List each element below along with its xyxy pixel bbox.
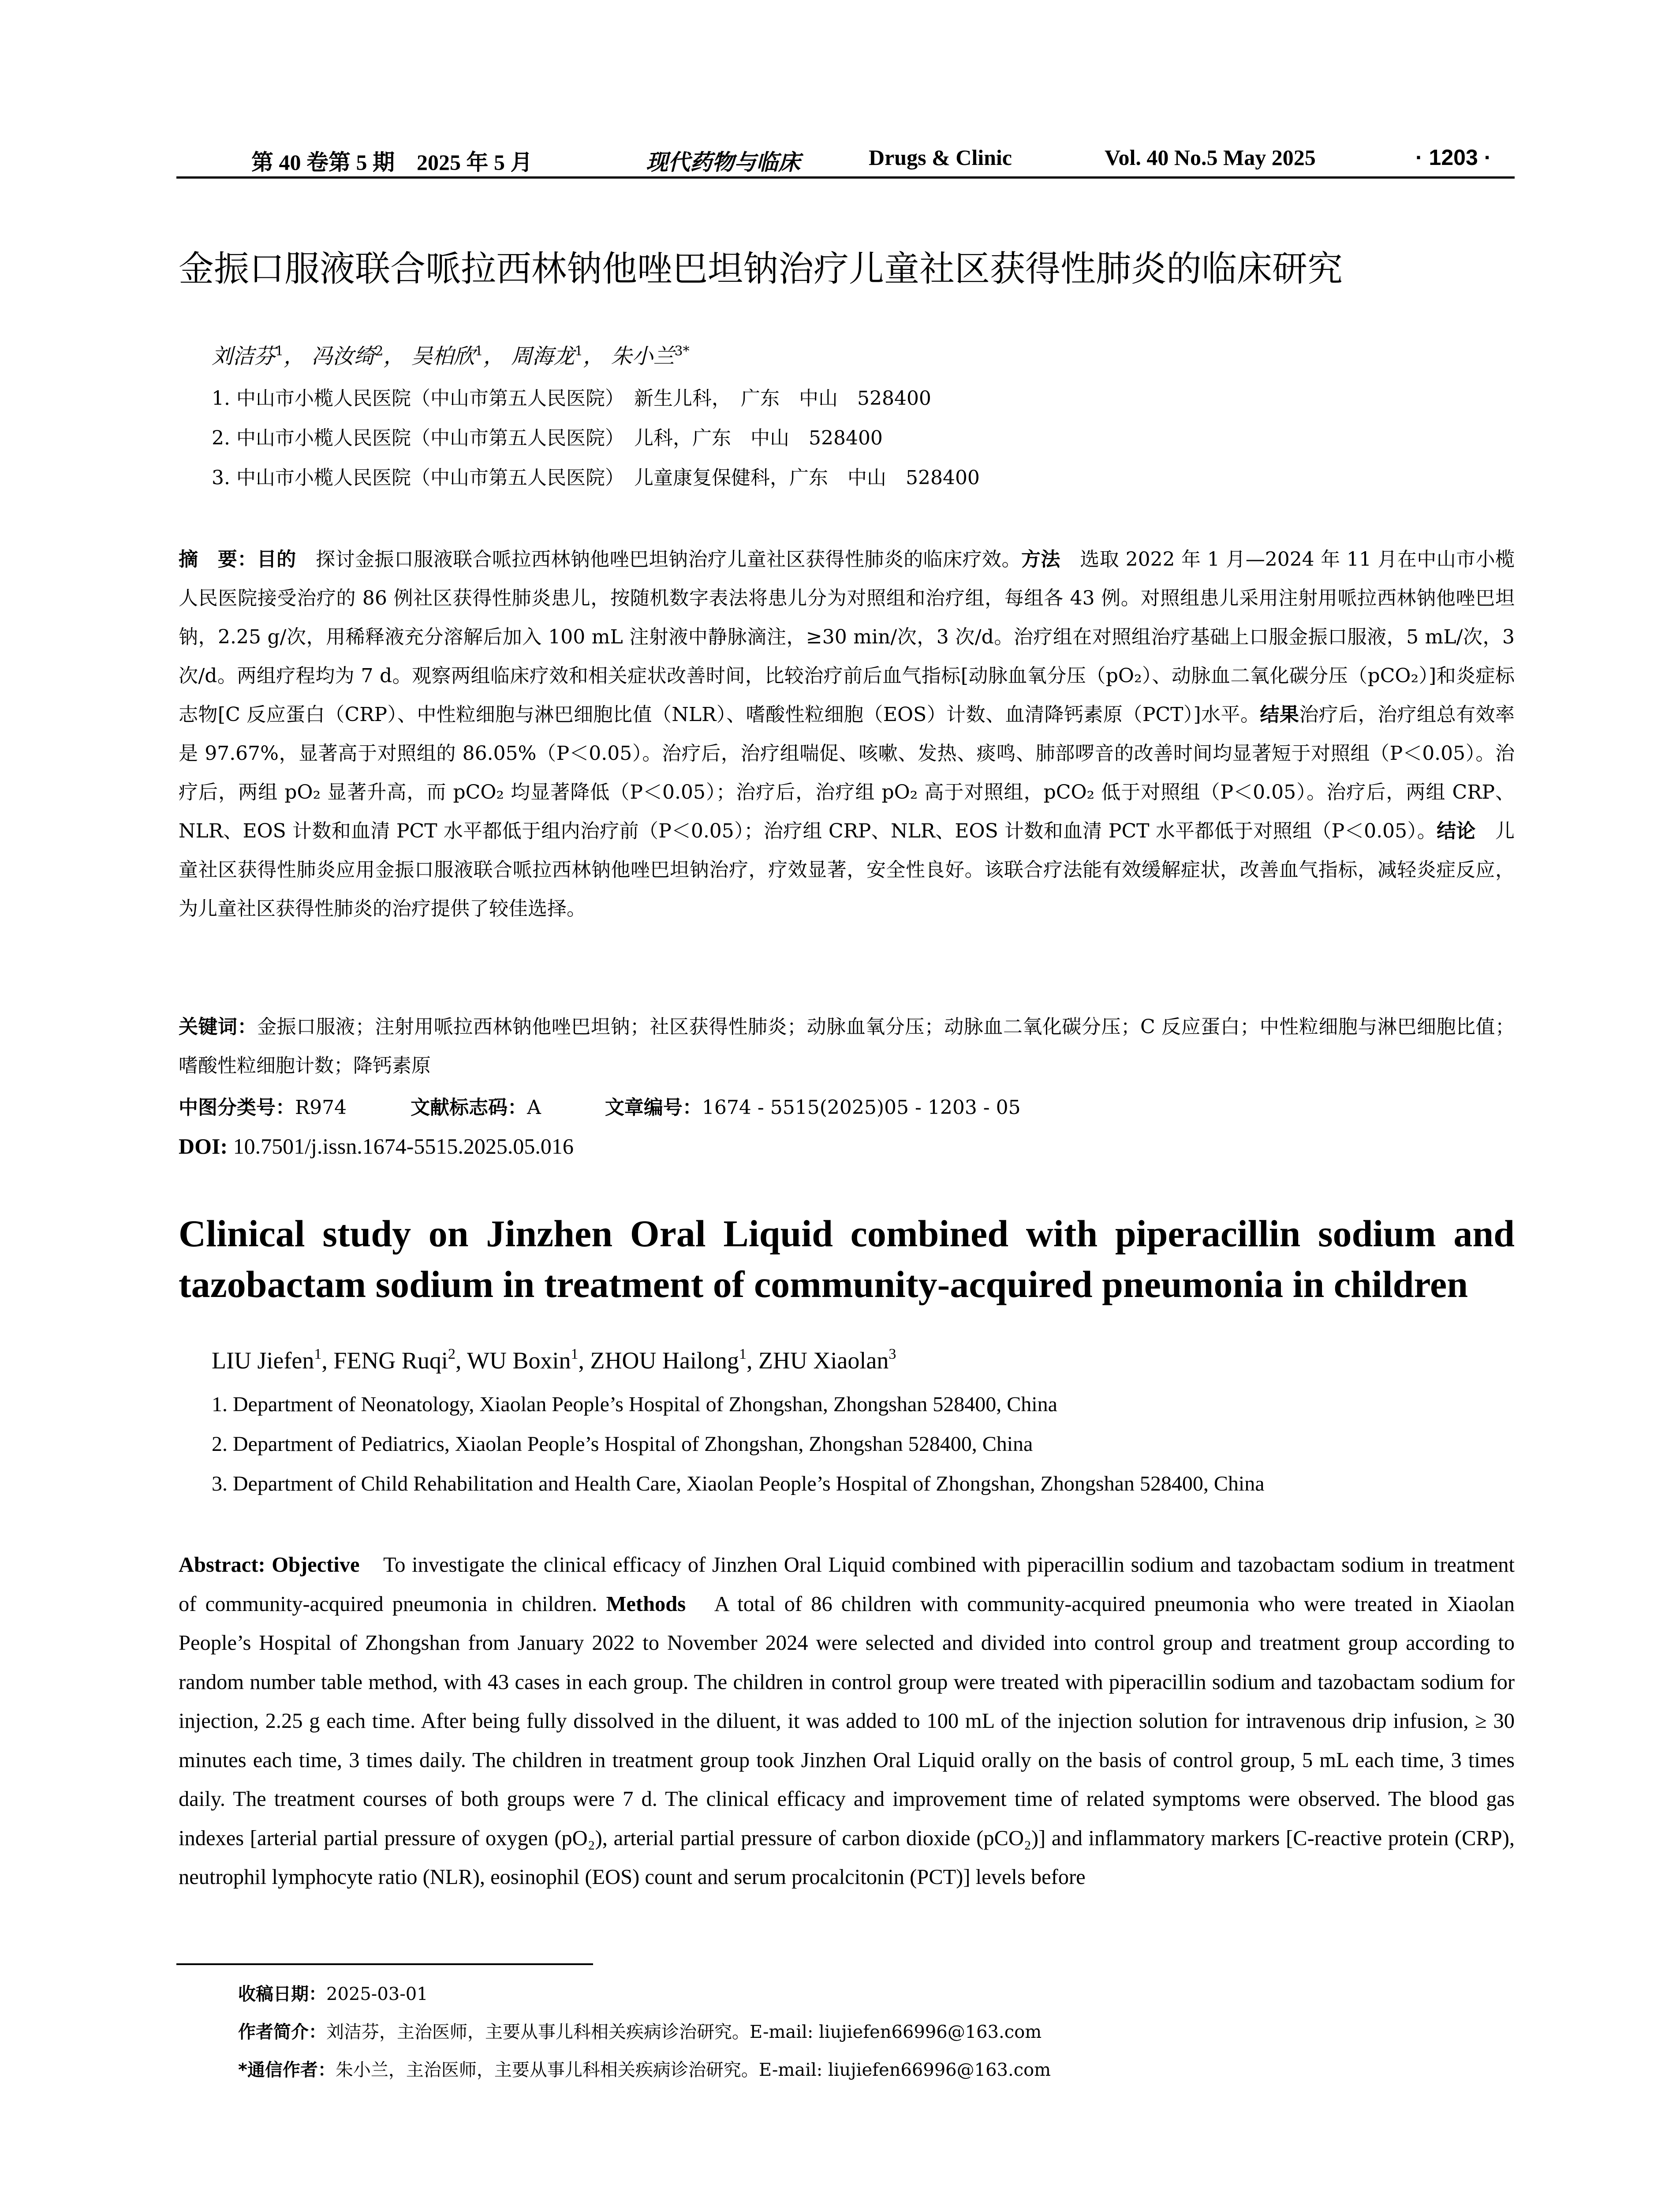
author-aff: 3* bbox=[674, 344, 690, 359]
classification-line bbox=[179, 1088, 1515, 1127]
keywords-cn bbox=[179, 1008, 1515, 1085]
footnote-label: 作者简介： bbox=[238, 2022, 326, 2042]
footnote-text: 朱小兰，主治医师，主要从事儿科相关疾病诊治研究。E-mail: liujiefen66996@163.com bbox=[335, 2060, 1051, 2080]
doi-line bbox=[179, 1127, 1515, 1166]
affiliation-cn: 3. 中山市小榄人民医院（中山市第五人民医院） 儿童康复保健科，广东 中山 528400 bbox=[212, 467, 980, 489]
author-cn: 朱小兰 bbox=[611, 344, 675, 369]
affiliation-cn: 1. 中山市小榄人民医院（中山市第五人民医院） 新生儿科， 广东 中山 528400 bbox=[212, 387, 931, 410]
abstract-en bbox=[179, 1546, 1515, 1897]
header-issue-cn: 第 40 卷第 5 期 2025 年 5 月 bbox=[251, 150, 533, 175]
affiliation-cn: 2. 中山市小榄人民医院（中山市第五人民医院） 儿科，广东 中山 528400 bbox=[212, 427, 883, 449]
author-aff: 3 bbox=[889, 1346, 896, 1362]
author-aff: 2 bbox=[375, 344, 384, 359]
author-en: LIU Jiefen bbox=[212, 1347, 314, 1374]
clc-label: 中图分类号： bbox=[179, 1096, 295, 1119]
objective-cn-label: 目的 bbox=[257, 548, 296, 571]
footnote-text: 刘洁芬，主治医师，主要从事儿科相关疾病诊治研究。E-mail: liujiefen66996@163.com bbox=[326, 2022, 1042, 2042]
header-journal-en: Drugs & Clinic bbox=[869, 145, 1012, 170]
objective-en: To investigate the clinical efficacy of Jinzhen Oral Liquid combined with piperacillin sodium and tazobactam sodium in treatment of community-acquired pneumonia in children. bbox=[179, 1553, 1515, 1616]
author-aff: 1 bbox=[314, 1346, 322, 1362]
results-cn-label: 结果 bbox=[1260, 703, 1299, 726]
authors-en: LIU Jiefen$^1$, FENG Ruqi$^2$, WU Boxin$^1$, ZHOU Hailong$^1$, ZHU Xiaolan$^3$ bbox=[212, 1346, 896, 1374]
results-cn: 治疗后，治疗组总有效率是 97.67%，显著高于对照组的 86.05%（P＜0.05）。治疗后，治疗组喘促、咳嗽、发热、痰鸣、肺部啰音的改善时间均显著短于对照组（P＜0.05）。治疗后，两组 pO₂ 显著升高，而 pCO₂ 均显著降低（P＜0.05）；治疗后，治疗组 pO₂ 高于对照组，pCO₂ 低于对照组（P＜0.05）。治疗后，两组 CRP、NLR、EOS 计数和血清 PCT 水平都低于组内治疗前（P＜0.05）；治疗组 CRP、NLR、EOS 计数和血清 PCT 水平都低于对照组（P＜0.05）。 bbox=[179, 703, 1515, 842]
author-cn: 吴柏欣 bbox=[411, 344, 475, 369]
author-cn: 刘洁芬 bbox=[212, 344, 276, 369]
methods-en: A total of 86 children with community-acquired pneumonia who were treated in Xiaolan People’s Hospital of Zhongshan from January 2022 to November 2024 were selected and divided into control group and treatment group according to random number table method, with 43 cases in each group. The children in control group were treated with piperacillin sodium and tazobactam sodium for injection, 2.25 g each time. After being fully dissolved in the diluent, it was added to 100 mL of the injection solution for intravenous drip infusion, ≥ 30 minutes each time, 3 times daily. The children in treatment group took Jinzhen Oral Liquid orally on the basis of control group, 5 mL each time, 3 times daily. The treatment courses of both groups were 7 d. The clinical efficacy and improvement time of related symptoms were observed. The blood gas indexes [arterial partial pressure of oxygen (pO₂), arterial partial pressure of carbon dioxide (pCO₂)] and inflammatory markers [C-reactive protein (CRP), neutrophil lymphocyte ratio (NLR), eosinophil (EOS) count and serum procalcitonin (PCT)] levels before bbox=[179, 1592, 1515, 1889]
header-rule bbox=[176, 176, 1515, 179]
conclusion-cn-label: 结论 bbox=[1437, 820, 1476, 842]
footnote-corresponding bbox=[238, 2056, 1508, 2084]
methods-cn: 选取 2022 年 1 月—2024 年 11 月在中山市小榄人民医院接受治疗的 86 例社区获得性肺炎患儿，按随机数字表法将患儿分为对照组和治疗组，每组各 43 例。对照组患儿采用注射用哌拉西林钠他唑巴坦钠，2.25 g/次，用稀释液充分溶解后加入 100 mL 注射液中静脉滴注，≥30 min/次，3 次/d。治疗组在对照组治疗基础上口服金振口服液，5 mL/次，3 次/d。两组疗程均为 7 d。观察两组临床疗效和相关症状改善时间，比较治疗前后血气指标[动脉血氧分压（pO₂）、动脉血二氧化碳分压（pCO₂）]和炎症标志物[C 反应蛋白（CRP）、中性粒细胞与淋巴细胞比值（NLR）、嗜酸性粒细胞（EOS）计数、血清降钙素原（PCT）]水平。 bbox=[179, 548, 1515, 726]
header-journal-cn: 现代药物与临床 bbox=[646, 150, 800, 175]
methods-cn-label: 方法 bbox=[1021, 548, 1060, 571]
doc-code-label: 文献标志码： bbox=[411, 1096, 527, 1119]
author-aff: 2 bbox=[448, 1346, 455, 1362]
author-aff: 1 bbox=[571, 1346, 579, 1362]
title-en: Clinical study on Jinzhen Oral Liquid combined with piperacillin sodium and tazobactam sodium in treatment of community-acquired pneumonia in children bbox=[179, 1212, 1515, 1305]
article-no-value: 1674 - 5515(2025)05 - 1203 - 05 bbox=[702, 1096, 1021, 1119]
keywords-cn-text: 金振口服液；注射用哌拉西林钠他唑巴坦钠；社区获得性肺炎；动脉血氧分压；动脉血二氧化碳分压；C 反应蛋白；中性粒细胞与淋巴细胞比值；嗜酸性粒细胞计数；降钙素原 bbox=[179, 1016, 1515, 1077]
author-aff: 1 bbox=[575, 344, 583, 359]
abstract-cn-label: 摘 要： bbox=[179, 548, 257, 571]
keywords-cn-label: 关键词： bbox=[179, 1016, 258, 1038]
author-en: ZHOU Hailong bbox=[590, 1347, 739, 1374]
author-cn: 冯汝绮 bbox=[311, 344, 375, 369]
running-header bbox=[179, 140, 1512, 176]
article-no-label: 文章编号： bbox=[605, 1096, 702, 1119]
doi-value[interactable]: 10.7501/j.issn.1674-5515.2025.05.016 bbox=[228, 1134, 574, 1159]
header-page-number: · 1203 · bbox=[1415, 145, 1492, 170]
author-aff: 1 bbox=[275, 344, 284, 359]
author-aff: 1 bbox=[739, 1346, 747, 1362]
affiliation-en: 1. Department of Neonatology, Xiaolan People’s Hospital of Zhongshan, Zhongshan 528400, China bbox=[212, 1393, 1057, 1416]
conclusion-cn: 儿童社区获得性肺炎应用金振口服液联合哌拉西林钠他唑巴坦钠治疗，疗效显著，安全性良好。该联合疗法能有效缓解症状，改善血气指标，减轻炎症反应，为儿童社区获得性肺炎的治疗提供了较佳选择。 bbox=[179, 820, 1515, 920]
author-aff: 1 bbox=[474, 344, 483, 359]
author-en: ZHU Xiaolan bbox=[758, 1347, 889, 1374]
affiliation-en: 2. Department of Pediatrics, Xiaolan People’s Hospital of Zhongshan, Zhongshan 528400, China bbox=[212, 1432, 1033, 1456]
author-en: WU Boxin bbox=[467, 1347, 571, 1374]
footnote-text: 2025-03-01 bbox=[326, 1984, 428, 2004]
affiliation-en: 3. Department of Child Rehabilitation and Health Care, Xiaolan People’s Hospital of Zhongshan, Zhongshan 528400, China bbox=[212, 1472, 1265, 1495]
doc-code-value: A bbox=[527, 1096, 541, 1119]
author-cn: 周海龙 bbox=[511, 344, 575, 369]
doi-label: DOI: bbox=[179, 1134, 228, 1159]
methods-en-label: Methods bbox=[606, 1592, 686, 1616]
authors-cn: 刘洁芬$^1$， 冯汝绮$^2$， 吴柏欣$^1$， 周海龙$^1$， 朱小兰$^{3*}$ bbox=[212, 344, 690, 369]
footnote-rule bbox=[176, 1963, 593, 1965]
author-en: FENG Ruqi bbox=[333, 1347, 448, 1374]
abstract-cn bbox=[179, 540, 1515, 928]
abstract-en-label: Abstract: Objective bbox=[179, 1553, 360, 1577]
header-volume-en: Vol. 40 No.5 May 2025 bbox=[1105, 145, 1316, 170]
title-cn: 金振口服液联合哌拉西林钠他唑巴坦钠治疗儿童社区获得性肺炎的临床研究 bbox=[179, 248, 1343, 289]
footnote-author-bio bbox=[238, 2018, 1508, 2046]
footnote-received bbox=[238, 1980, 1508, 2008]
footnote-label: *通信作者： bbox=[238, 2060, 336, 2080]
objective-cn: 探讨金振口服液联合哌拉西林钠他唑巴坦钠治疗儿童社区获得性肺炎的临床疗效。 bbox=[296, 548, 1021, 571]
clc-value: R974 bbox=[295, 1096, 347, 1119]
footnote-label: 收稿日期： bbox=[238, 1984, 326, 2004]
